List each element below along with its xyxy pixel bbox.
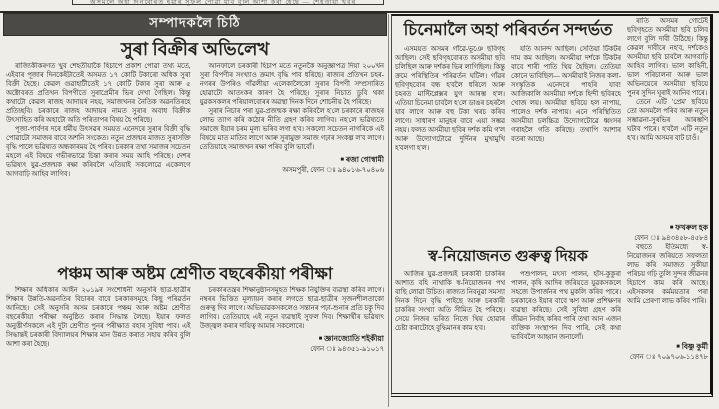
section-banner-title: সম্পাদকলৈ চিঠি — [149, 15, 241, 30]
letter2-column-3 — [627, 17, 708, 243]
letter2-column-3-text — [627, 17, 708, 221]
bullet-icon: ■ — [669, 225, 674, 231]
letter1-body — [4, 62, 386, 262]
letter4-headline: স্ব-নিয়োজনত গুৰুত্ব দিয়ক — [428, 248, 588, 265]
letter1-contact: অসমপুৰী, ফোন ঃ ৯৪০১৬-৭০৪০৬ — [282, 166, 384, 174]
letter4-contact: ফোন ঃ ৭০৯৭০৬-১১৪৭৮ — [629, 353, 708, 361]
letter2-byline — [627, 223, 708, 243]
letter2-author — [627, 223, 708, 234]
cropped-text-line: অসমলৈ অহা দিনবোৰত ইয়াৰ সুফল পোৱা যাব বুলি আশা কৰা হৈছে — শেহতীয়া খবৰ — [90, 0, 357, 6]
paragraph: পূজা-পাৰ্বণৰ দৰে ধৰ্মীয় উৎসৱৰ সময়ত এনেদৰে সুৰাৰ বিক্ৰী বৃদ্ধি পোৱাটো সমাজৰ বাবে অশনি সংকেত। নতুন প্ৰজন্মৰ মাজত সুৰাসক্তি বৃদ্ধি পালে ভৱিষ্যত অন্ধকাৰময় হৈ পৰিব। চৰকাৰ তথা সমাজৰ সচেতন মহলে এই বিষয়ে গভীৰভাৱে চিন্তা কৰাৰ সময় আহি পৰিছে। দেশৰ ভৱিষ্যৎ যুৱ-প্ৰজন্মক ৰক্ষা কৰিবলৈ এতিয়াই সকলোৱে একেলগে আগবাঢ়ি আহিব লাগিব। — [6, 126, 191, 178]
letter1-column-1 — [6, 62, 191, 262]
letter1-headline: সুৰা বিক্ৰীৰ অভিলেখ — [120, 39, 270, 59]
letter4-author — [627, 342, 708, 353]
paragraph: যতি আনন্দ আছিল। সেতিয়া টিকটৰ দাম কম আছিল। অসমীয়া দৰ্শকে টিকটৰ বাবে শাৰী পাতি থিয় হৈছিল। তেতিয়া কোনে ভাবিছিল— অসমীয়াই নিজৰ কলা-সংস্কৃতিক এনেদৰে পাহৰি যাব! আজিকালি অসমীয়া দৰ্শকে হিন্দী ছবিৰহে খোজ লয়। অসমীয়া ছবিয়ে হল নাপায়, পালেও দৰ্শক নাপায়। এনে পৰিস্থিতিত অসমীয়া চলচ্চিত্ৰ উদ্যোগটোৱে ধ্বংসৰ গৰাহলৈ গতি কৰিছে। তথাপি আশাৰ বতৰা আছে। — [511, 46, 621, 143]
letter4-article — [395, 243, 708, 362]
letter3-headline: পঞ্চম আৰু অষ্টম শ্ৰেণীত বছৰেকীয়া পৰীক্ষা — [57, 264, 333, 283]
letter1-author — [200, 155, 385, 166]
paragraph: আনফালে চৰকাৰী হিচাপ মতে নতুনকৈ অনুজ্ঞাপত্ৰ দিয়া ২০০খন সুৰা বিপণীৰ সংখ্যাও ক্ৰমাৎ বৃদ্ধি পাব ধৰিছে। ৰাজ্যৰ প্ৰতিখন চহৰ-নগৰৰ উপৰিও গাঁৱলীয়া এলেকালৈকো সুৰাৰ বিপণী সম্প্ৰসাৰিত হোৱাটো আতংকৰ কাৰণ হৈ পৰিছে। সুৰাৰ নিচাত ডুবি থকা যুৱকসকলৰ পৰিয়ালবোৰৰ অৱস্থা দিনক দিনে শোচনীয় হৈ পৰিছে। — [199, 63, 384, 106]
letter2-headline: চিনেমালৈ অহা পৰিবৰ্তন সন্দৰ্ভত — [403, 20, 613, 39]
bullet-icon: ■ — [340, 157, 344, 163]
letters-left-section — [4, 14, 386, 407]
author-name: ফখৰুল হক — [675, 223, 708, 232]
letter4-column-1 — [395, 270, 505, 362]
section-banner — [4, 14, 386, 35]
paragraph: শিক্ষাৰ অধিকাৰ আইন ২০১৯ৰ সংশোধনী অনুসৰি ছাত্ৰ-ছাত্ৰীৰ শিক্ষাৰ উন্নতি-অৱনতিৰ বিচাৰৰ বাবে চৰকাৰসমূহে কিছু পৰিৱৰ্তন আনিছে। সেই অনুসৰি অসম চৰকাৰে পঞ্চম আৰু অষ্টম শ্ৰেণীত বছৰেকীয়া পৰীক্ষা অনুষ্ঠিত কৰাৰ সিদ্ধান্ত লৈছে। ইয়াৰ ফলত অনুত্তীৰ্ণসকলে এই দুটা শ্ৰেণীত পুনৰ পৰীক্ষাত বহাৰ সুবিধা পাব। এই সিদ্ধান্তই চৰকাৰী বিদ্যালয়ৰ শিক্ষাৰ মান উন্নত কৰাত সহায় কৰিব বুলি আশা কৰা হৈছে। — [6, 287, 191, 348]
paragraph: আজিৰ যুৱ-প্ৰজন্মই চৰকাৰী চাকৰিৰ আশাত বহি নাথাকি স্ব-নিয়োজনৰ পথ বাছি লোৱা উচিত। ৰাজ্যত নিবনুৱা সমস্যা দিনক দিনে বৃদ্ধি পাইছে আৰু চৰকাৰী চাকৰিৰ সংখ্যা অতি সীমিত হৈ পৰিছে। সেয়ে নিজৰ ভৰিত নিজে থিয় হোৱাৰ চেষ্টা কৰাটোহে বুদ্ধিমানৰ কাম হ'ব। — [395, 271, 505, 332]
letter2-column-2 — [511, 45, 621, 243]
column-divider-rule — [388, 14, 389, 407]
author-name: ৰজা গোস্বামী — [345, 155, 384, 164]
author-name: বিষ্ণু কুৰ্মী — [681, 342, 708, 351]
letter3-contact: ফোন ঃ ৯৪৩৫১-৯১০১৭ — [310, 345, 384, 353]
paragraph: পশুপালন, মৎস্য পালন, হাঁস-কুকুৰা পালন, কৃষি আদিৰ জৰিয়তে যুৱকসকলে সহজে উপাৰ্জনৰ পথ মুকলি কৰিব পাৰে। চৰকাৰেও ইয়াৰ বাবে ঋণ আৰু প্ৰশিক্ষণৰ ব্যৱস্থা কৰিছে। সেই সুবিধা গ্ৰহণ কৰি জীৱন নিৰ্বাহ কৰিব পাৰি তথা আন এজন ব্যক্তিক সংস্থাপন দিব পাৰি, সেই কথা ভাবিবলৈ আহ্বান জনালোঁ। — [511, 271, 621, 341]
letter3-body — [4, 286, 386, 398]
letter4-body — [395, 270, 621, 362]
letter4-column-3-text — [627, 243, 708, 340]
paragraph: চৰকাৰতন্ত্ৰৰ শিক্ষানুষ্ঠানসমূহত শিক্ষক নিযুক্তিৰ ব্যৱস্থা কৰিব লাগে। নম্বৰৰ ভিত্তিত মূল্যায়ন কৰাৰ লগতে ছাত্ৰ-ছাত্ৰীৰ সৃজনশীলতাকো গুৰুত্ব দিব লাগে। অভিভাৱকসকলেও সন্তানৰ পঢ়া-শুনাৰ প্ৰতি চকু দিব লাগিব। তেতিয়াহে এই নতুন ব্যৱস্থাই সুফল দিব। শিক্ষাৰ্থীৰ ভৱিষ্যৎ উজ্জ্বল কৰাৰ দায়িত্ব আমাৰ সকলোৰে। — [199, 287, 384, 330]
letter3-author — [200, 334, 385, 345]
bullet-icon: ■ — [676, 344, 680, 350]
author-name: জ্ঞানজ্যোতি শইকীয়া — [324, 334, 384, 343]
letter3-column-2 — [200, 286, 385, 398]
letter2-main — [395, 17, 621, 243]
letter4-byline — [627, 342, 708, 362]
letter1-byline — [200, 155, 385, 175]
letter2-body — [395, 45, 621, 243]
paragraph: সুৰাৰ নিচাৰ পৰা যুৱ-প্ৰজন্মক ৰক্ষা কৰিবলৈ হ'লে চৰকাৰে ৰাজহৰ লোভ ত্যাগ কৰি কঠোৰ নীতি গ্ৰহণ কৰিব লাগিব। নহ'লে ভৱিষ্যতে সমাজে ইয়াৰ চৰম মূল্য ভৰিব লগা হ'ব। সকলো সচেতন নাগৰিকে এই বিষয়ে মাত মাতিব লাগে আৰু সুৰামুক্ত সমাজ গঢ়াৰ সংকল্প ল'ব লাগে। তেতিয়াহে সমাজখন ৰক্ষা পৰিব বুলি ভাবোঁ। — [199, 108, 384, 151]
paragraph: ৰাতি অসমৰ গোটেই ছবিগৃহতে অসমীয়া ছবি চলিব লাগে বুলি দাবী উঠিছে। কিন্তু কেৱল দাবীৰে নহ'ব, দৰ্শকেও অসমীয়া ছবি চাবলৈ আগবাঢ়ি আহিব লাগিব। ভাল কাহিনী, ভাল পৰিচালনা আৰু ভাল অভিনয়েৰে অসমীয়া ছবিয়ে পুনৰ সুদিন ঘূৰাই আনিব পাৰে। — [627, 18, 708, 97]
letter1-column-2 — [200, 62, 385, 262]
letter2-contact: ফোন ঃ ৯৪৩৪৫৮-৪৫৮৪ — [634, 234, 708, 242]
letter3-column-1 — [6, 286, 191, 398]
paragraph: ৰাজ্যিকীকৰণত খুব শেহতীয়াকৈ হিচাপে প্ৰকাশ পোৱা তথ্য মতে, এইবাৰ পূজাৰ দিনকেইটাতেই অসমত ১৭ কোটি টকাৰো অধিক সুৰা বিক্ৰী হৈছে। কেৱল গুৱাহাটীতেই ১৭ কোটি টকাৰ সুৰা আৰু ৫ অক্টোবৰত প্ৰতিখন বিপণীতে সুৰাপ্ৰেমীৰ ভিৰ দেখা গৈছিল। কিন্তু কথাটো কেৱল ৰাজহ আদায়ৰ নহয়, সমাজখনৰ নৈতিক অৱনতিৰহে প্ৰতিচ্ছবি। চৰকাৰে ৰাজহ আদায়ৰ নামত সুৰাৰ অবাধ বিক্ৰীক উৎসাহিত কৰি অহাটো অতি পৰিতাপৰ বিষয় হৈ পৰিছে। — [6, 63, 191, 124]
paragraph: বহুতে ইতিমধ্যে স্ব-নিয়োজনৰ জৰিয়তে সফলতা লাভ কৰি সমাজত সুকীয়া পৰিচয় গঢ়ি তুলি সুন্দৰ জীৱনৰ হিচাপে কাম কৰি আছে। এইসকলৰ কৰ্মময়তাৰ পৰা আমি প্ৰেৰণা লাভ কৰিব পাৰি। — [627, 244, 708, 305]
letter2-article — [395, 17, 708, 243]
letter3-byline — [200, 334, 385, 354]
letters-right-section — [391, 14, 713, 397]
top-cropped-strip — [0, 0, 719, 13]
paragraph: এসময়ত অসমৰ গাঁৱে-ভূঞে ছবিগৃহ আছিল। সেই ছবিগৃহবোৰত অসমীয়া ছবি চলিছিল আৰু দৰ্শকৰ ভিৰ লাগিছিল। কিন্তু ক্ৰমে পৰিস্থিতিৰ পৰিৱৰ্তন ঘটিল। গাঁৱৰ ছবিগৃহবোৰ বন্ধ হ'বলৈ ধৰিলে আৰু চহৰত মাল্টিপ্লেক্সৰ যুগ আৰম্ভ হ'ল। এতিয়া চিনেমা চাবলৈ হ'লে ডাঙৰ চহৰলৈ যাব লাগে আৰু বহু টকা খৰচ কৰিব লাগে। সাধাৰণ মানুহৰ বাবে এয়া সম্ভৱ নহয়। ফলত অসমীয়া ছবিৰ দৰ্শক কমি গ'ল আৰু উদ্যোগটোৱে দুৰ্দিনৰ মুখামুখি হ'বলগা হ'ল। — [395, 46, 505, 152]
paragraph: তেনে এটি 'প্ৰেম' ছবিয়ে তো অসমলৈ পৰিব আৰু নতুন সম্ভাৱনা-সুৰভিৰ আৰম্ভণি ঘটাব পাৰে। হ'বলৈ এটি নতুন হ'ব। আমি অসমৰ বাট চাওঁ। — [627, 99, 708, 142]
letter4-main — [395, 243, 621, 362]
bullet-icon: ■ — [318, 336, 323, 342]
letter4-column-2 — [511, 270, 621, 362]
letter2-column-1 — [395, 45, 505, 243]
letter4-column-3 — [627, 243, 708, 362]
